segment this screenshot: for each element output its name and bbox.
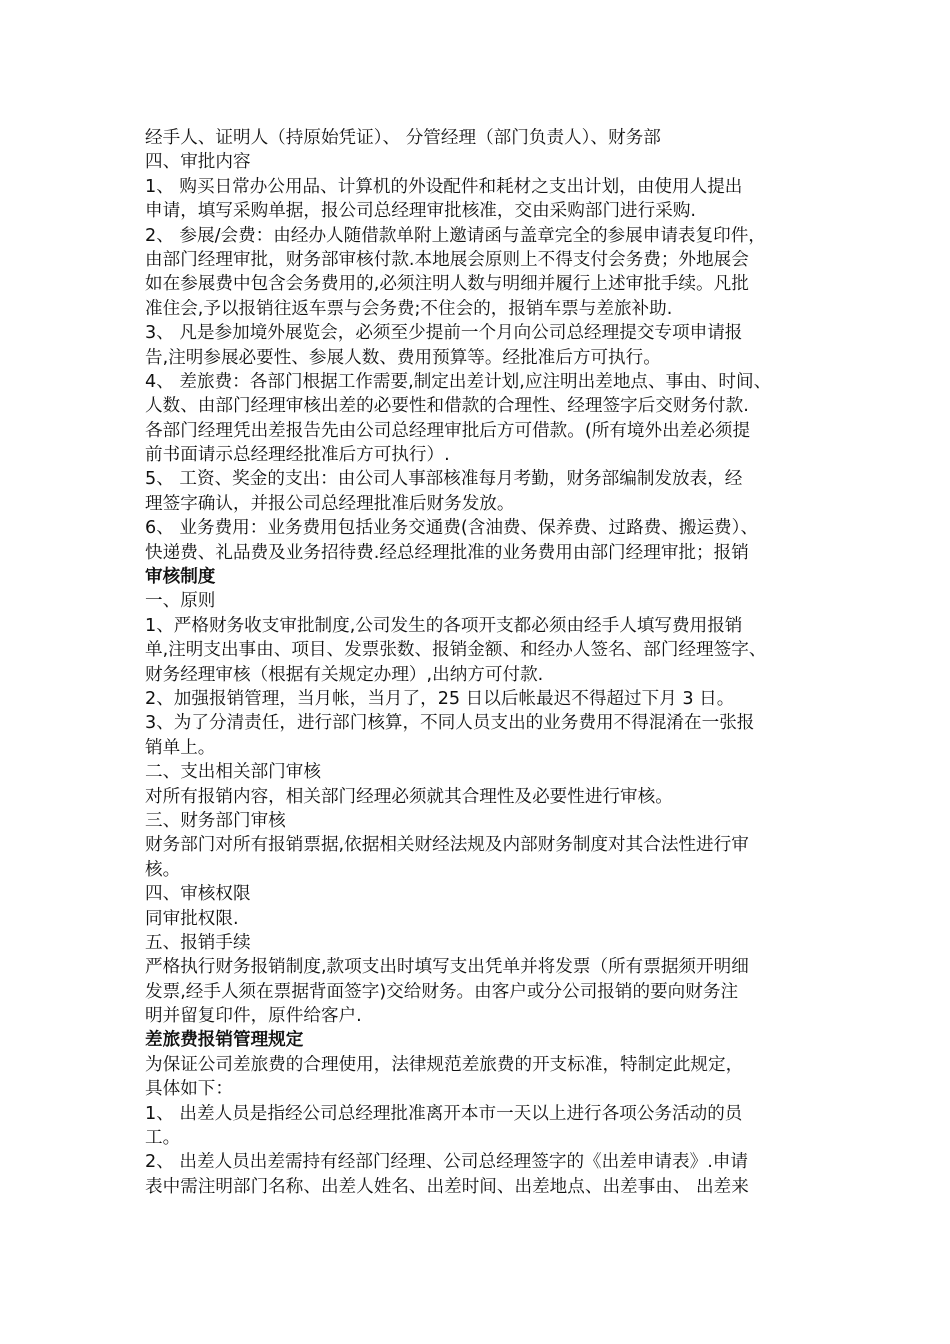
text-line: 为保证公司差旅费的合理使用，法律规范差旅费的开支标准，特制定此规定， xyxy=(145,1054,744,1075)
text-line: 快递费、礼品费及业务招待费.经总经理批准的业务费用由部门经理审批；报销 xyxy=(145,542,749,563)
document-body xyxy=(145,126,825,1199)
text-line: 4、 差旅费：各部门根据工作需要,制定出差计划,应注明出差地点、事由、时间、 xyxy=(145,371,772,392)
text-line: 对所有报销内容，相关部门经理必须就其合理性及必要性进行审核。 xyxy=(145,786,673,807)
text-line: 核。 xyxy=(145,859,181,880)
text-line: 同审批权限. xyxy=(145,908,239,929)
text-line: 前书面请示总经理经批准后方可执行）. xyxy=(145,445,450,466)
text-line: 具体如下： xyxy=(145,1079,233,1100)
text-line: 理签字确认，并报公司总经理批准后财务发放。 xyxy=(145,493,515,514)
text-line: 5、 工资、奖金的支出：由公司人事部核准每月考勤，财务部编制发放表，经 xyxy=(145,469,743,490)
text-line: 3、为了分清责任，进行部门核算，不同人员支出的业务费用不得混淆在一张报 xyxy=(145,713,755,734)
text-line: 1、严格财务收支审批制度,公司发生的各项开支都必须由经手人填写费用报销 xyxy=(145,615,743,636)
text-line: 1、 购买日常办公用品、计算机的外设配件和耗材之支出计划，由使用人提出 xyxy=(145,176,743,197)
text-line: 工。 xyxy=(145,1128,181,1149)
text-line: 销单上。 xyxy=(145,737,216,758)
text-line: 人数、由部门经理审核出差的必要性和借款的合理性、经理签字后交财务付款. xyxy=(145,396,749,417)
text-line: 五、报销手续 xyxy=(145,932,251,953)
text-line: 各部门经理凭出差报告先由公司总经理审批后方可借款。(所有境外出差必须提 xyxy=(145,420,751,441)
text-line: 1、 出差人员是指经公司总经理批准离开本市一天以上进行各项公务活动的员 xyxy=(145,1103,743,1124)
text-line: 6、 业务费用：业务费用包括业务交通费(含油费、保养费、过路费、搬运费）、 xyxy=(145,518,759,539)
text-line: 3、 凡是参加境外展览会，必须至少提前一个月向公司总经理提交专项申请报 xyxy=(145,323,743,344)
text-line: 经手人、证明人（持原始凭证）、 分管经理（部门负责人）、财务部 xyxy=(145,128,661,148)
section-heading: 审核制度 xyxy=(145,567,216,588)
text-line: 四、审批内容 xyxy=(145,152,251,173)
text-line: 申请，填写采购单据，报公司总经理审批核准，交由采购部门进行采购. xyxy=(145,201,697,222)
text-line: 四、审核权限 xyxy=(145,884,251,905)
text-line: 2、 出差人员出差需持有经部门经理、公司总经理签字的《出差申请表》.申请 xyxy=(145,1152,748,1173)
text-line: 三、财务部门审核 xyxy=(145,810,286,831)
text-line: 2、加强报销管理，当月帐，当月了，25 日以后帐最迟不得超过下月 3 日。 xyxy=(145,688,735,709)
text-line: 发票,经手人须在票据背面签字)交给财务。由客户或分公司报销的要向财务注 xyxy=(145,981,739,1002)
section-heading: 差旅费报销管理规定 xyxy=(145,1030,304,1051)
text-line: 单,注明支出事由、项目、发票张数、报销金额、和经办人签名、部门经理签字、 xyxy=(145,640,767,661)
text-line: 由部门经理审批，财务部审核付款.本地展会原则上不得支付会务费；外地展会 xyxy=(145,249,749,270)
text-line: 严格执行财务报销制度,款项支出时填写支出凭单并将发票（所有票据须开明细 xyxy=(145,957,749,978)
text-line: 准住会,予以报销往返车票与会务费;不住会的，报销车票与差旅补助. xyxy=(145,298,673,319)
text-line: 财务部门对所有报销票据,依据相关财经法规及内部财务制度对其合法性进行审 xyxy=(145,835,749,856)
text-line: 一、原则 xyxy=(145,591,216,612)
text-line: 二、支出相关部门审核 xyxy=(145,762,321,783)
text-line: 如在参展费中包含会务费用的,必须注明人数与明细并履行上述审批手续。凡批 xyxy=(145,274,749,295)
text-line: 告,注明参展必要性、参展人数、费用预算等。经批准后方可执行。 xyxy=(145,347,661,368)
text-line: 2、 参展/会费：由经办人随借款单附上邀请函与盖章完全的参展申请表复印件， xyxy=(145,225,766,246)
text-line: 财务经理审核（根据有关规定办理）,出纳方可付款. xyxy=(145,664,544,685)
text-line: 明并留复印件，原件给客户. xyxy=(145,1006,362,1027)
text-line: 表中需注明部门名称、出差人姓名、出差时间、出差地点、出差事由、 出差来 xyxy=(145,1176,749,1197)
